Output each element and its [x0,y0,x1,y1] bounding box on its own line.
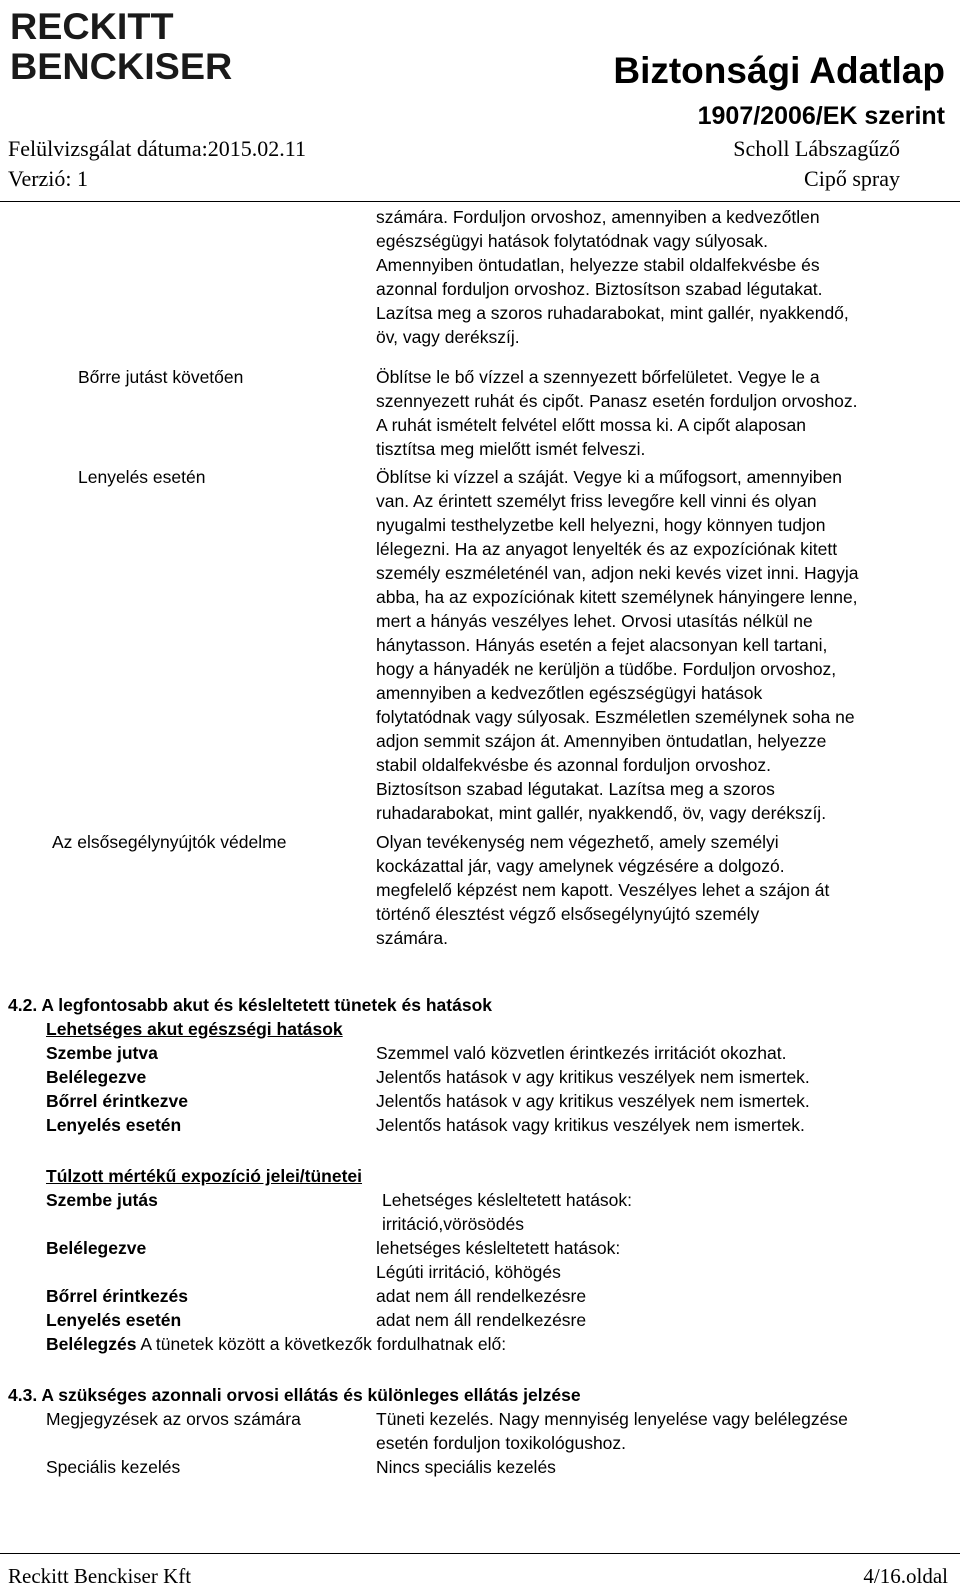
text-line: van. Az érintett személyt friss levegőre kell vinni és olyan [376,491,817,511]
acute-row-value: Szemmel való közvetlen érintkezés irritációt okozhat. [376,1043,787,1063]
overexposure-row-value: Légúti irritáció, köhögés [376,1262,561,1282]
inhalation-label: Belélegzés [46,1334,137,1354]
text-line: egészségügyi hatások folytatódnak vagy súlyosak. [376,231,769,251]
text-line: tisztítsa meg mielőtt ismét felveszi. [376,439,646,459]
text-line: Olyan tevékenység nem végezhető, amely személyi [376,832,779,852]
physician-notes-value: Tüneti kezelés. Nagy mennyiség lenyelése vagy belélegzése [376,1409,848,1429]
document-title: Biztonsági Adatlap [613,50,945,91]
text-line: Biztosítson szabad légutakat. Lazítsa meg a szoros [376,779,775,799]
text-line: lélegezni. Ha az anyagot lenyelték és az expozíciónak kitett [376,539,838,559]
special-treatment-label: Speciális kezelés [46,1457,181,1477]
text-line: számára. [376,928,448,948]
text-line: mert a hányás veszélyes lehet. Orvosi utasítás nélkül ne [376,611,813,631]
ingestion-label: Lenyelés esetén [78,467,206,487]
text-line: megfelelő képzést nem kapott. Veszélyes lehet a szájon át [376,880,830,900]
text-line: személy eszméleténél van, adjon neki kevés vizet inni. Hagyja [376,563,859,583]
text-line: nyugalmi testhelyzetbe kell helyezni, hogy könnyen tudjon [376,515,826,535]
text-line: Amennyiben öntudatlan, helyezze stabil oldalfekvésbe és [376,255,820,275]
overexposure-row-value: adat nem áll rendelkezésre [376,1286,587,1306]
first-aid-continuation [376,205,849,349]
text-line: történő élesztést végző elsősegélynyújtó személy [376,904,760,924]
overexposure-row-label: Lenyelés esetén [46,1310,182,1330]
text-line: Öblítse le bő vízzel a szennyezett bőrfelületet. Vegye le a [376,367,820,387]
protection-label: Az elsősegélynyújtók védelme [52,832,287,852]
logo-line-2: BENCKISER [10,46,233,87]
overexposure-row-value: lehetséges késleltetett hatások: [376,1238,621,1258]
acute-row-value: Jelentős hatások v agy kritikus veszélyek nem ismertek. [376,1067,810,1087]
ingestion-text [376,465,858,825]
header-divider [0,201,960,202]
overexposure-row-value: irritáció,vörösödés [382,1214,524,1234]
inhalation-text: A tünetek között a következők fordulhatnak elő: [136,1334,507,1354]
logo-line-1: RECKITT [10,6,174,47]
text-line: Öblítse ki vízzel a száját. Vegye ki a műfogsort, amennyiben [376,467,842,487]
overexposure-row-value: Lehetséges késleltetett hatások: [382,1190,633,1210]
acute-row-value: Jelentős hatások v agy kritikus veszélyek nem ismertek. [376,1091,810,1111]
text-line: öv, vagy derékszíj. [376,327,520,347]
product-type: Cipő spray [804,166,900,191]
text-line: A ruhát ismételt felvétel előtt mossa ki. A cipőt alaposan [376,415,806,435]
footer-page-number: 4/16.oldal [863,1564,948,1588]
acute-row-label: Bőrrel érintkezve [46,1091,189,1111]
text-line: stabil oldalfekvésbe és azonnal forduljon orvoshoz. [376,755,771,775]
footer-company: Reckitt Benckiser Kft [8,1564,192,1588]
text-line: Lazítsa meg a szoros ruhadarabokat, mint gallér, nyakkendő, [376,303,849,323]
regulation-reference: 1907/2006/EK szerint [697,102,945,130]
section-4-2-heading: 4.2. A legfontosabb akut és késleltetett tünetek és hatások [8,995,492,1015]
revision-date: Felülvizsgálat dátuma:2015.02.11 [8,136,306,161]
acute-row-value: Jelentős hatások vagy kritikus veszélyek nem ismertek. [376,1115,805,1135]
company-logo [10,6,245,86]
overexposure-row-label: Bőrrel érintkezés [46,1286,189,1306]
skin-contact-text [376,365,858,461]
text-line: kockázattal jár, vagy amelynek végzésére a dolgozó. [376,856,785,876]
text-line: szennyezett ruhát és cipőt. Panasz esetén forduljon orvoshoz. [376,391,858,411]
text-line: adjon semmit szájon át. Amennyiben öntudatlan, helyezze [376,731,827,751]
inhalation-note [46,1332,506,1356]
text-line: folytatódnak vagy súlyosak. Eszméletlen személynek soha ne [376,707,855,727]
acute-row-label: Szembe jutva [46,1043,158,1063]
text-line: abba, ha az expozíciónak kitett személynek hányingere lenne, [376,587,858,607]
overexposure-heading: Túlzott mértékű expozíció jelei/tünetei [46,1166,363,1186]
footer-divider [0,1553,960,1554]
overexposure-row-label: Szembe jutás [46,1190,158,1210]
physician-notes-label: Megjegyzések az orvos számára [46,1409,301,1429]
text-line: számára. Forduljon orvoshoz, amennyiben a kedvezőtlen [376,207,820,227]
text-line: hogy a hányadék ne kerüljön a tüdőbe. Forduljon orvoshoz, [376,659,837,679]
text-line: azonnal forduljon orvoshoz. Biztosítson szabad légutakat. [376,279,823,299]
acute-effects-heading: Lehetséges akut egészségi hatások [46,1019,343,1039]
skin-contact-label: Bőrre jutást követően [78,367,244,387]
special-treatment-value: Nincs speciális kezelés [376,1457,556,1477]
section-4-3-heading: 4.3. A szükséges azonnali orvosi ellátás és különleges ellátás jelzése [8,1385,581,1405]
text-line: ruhadarabokat, mint gallér, nyakkendő, öv, vagy derékszíj. [376,803,827,823]
text-line: hánytasson. Hányás esetén a fejet alacsonyan kell tartani, [376,635,828,655]
version-label: Verzió: 1 [8,166,89,191]
acute-row-label: Lenyelés esetén [46,1115,182,1135]
protection-text [376,830,829,950]
overexposure-row-label: Belélegezve [46,1238,147,1258]
product-name: Scholl Lábszagűző [733,136,900,161]
physician-notes-value: esetén forduljon toxikológushoz. [376,1433,627,1453]
text-line: amennyiben a kedvezőtlen egészségügyi hatások [376,683,763,703]
acute-row-label: Belélegezve [46,1067,147,1087]
overexposure-row-value: adat nem áll rendelkezésre [376,1310,587,1330]
